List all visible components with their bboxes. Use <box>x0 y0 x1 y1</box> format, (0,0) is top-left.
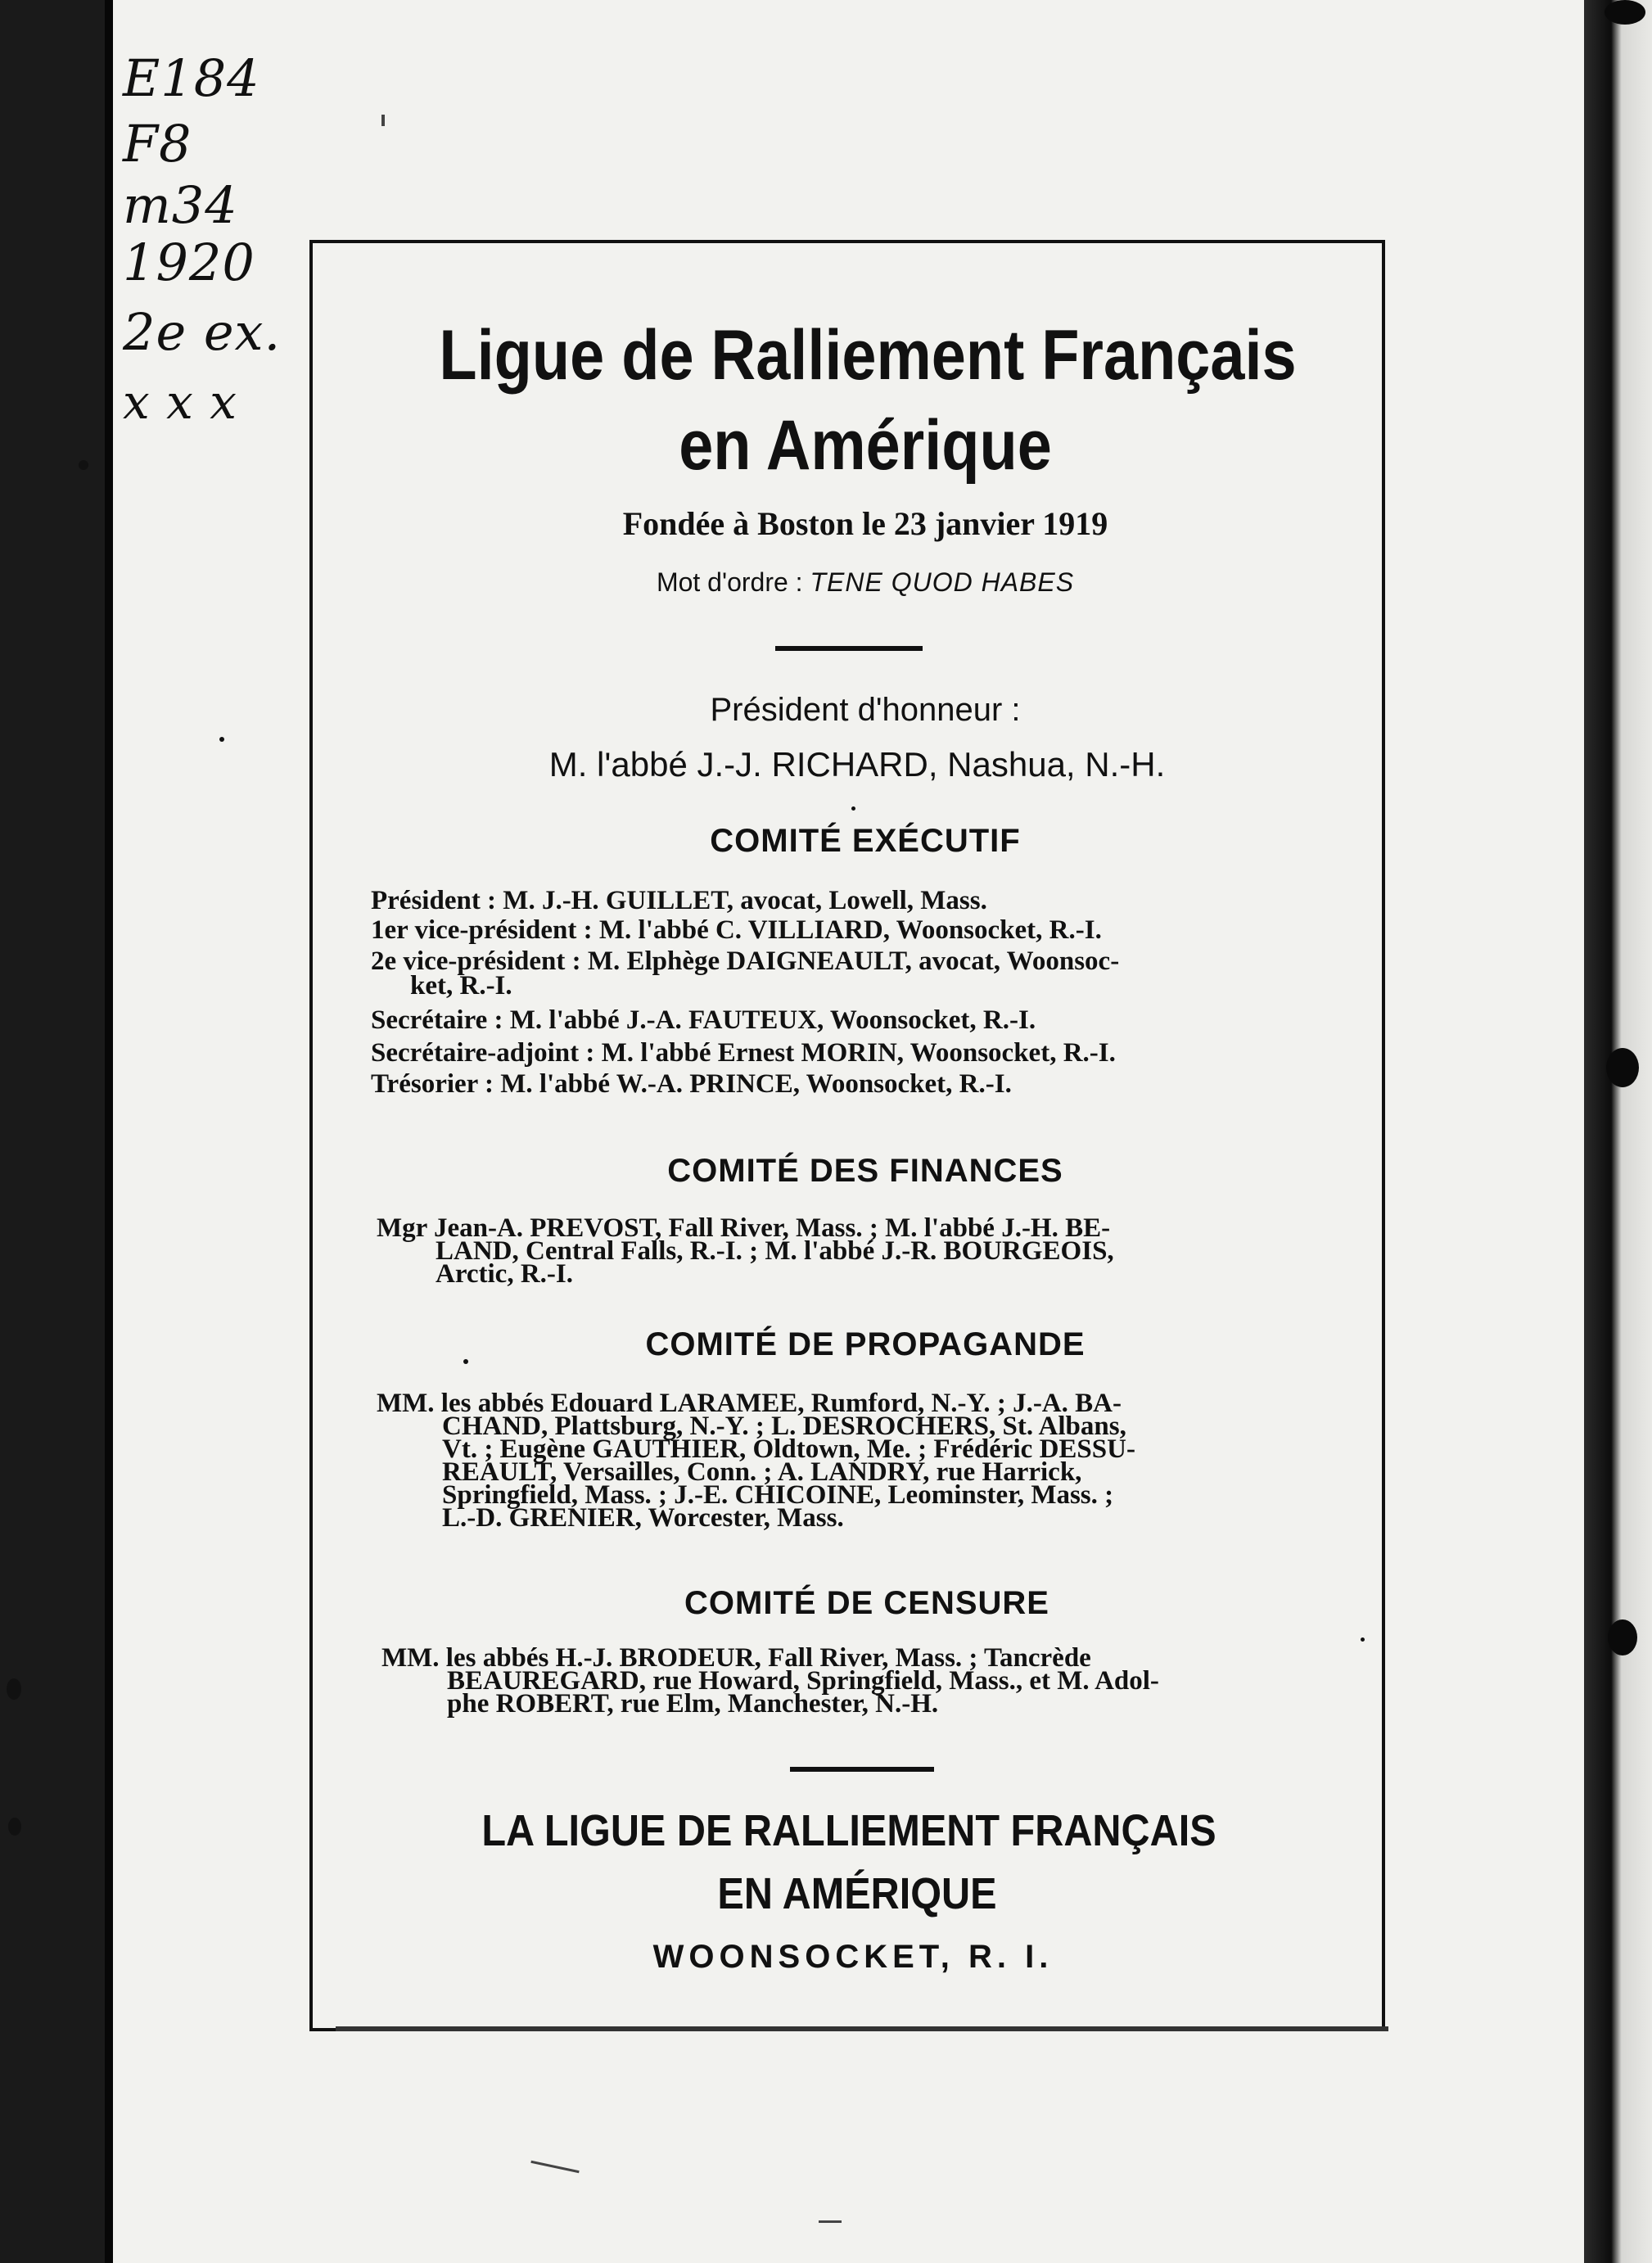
committee-line: LAND, Central Falls, R.-I. ; M. l'abbé J.-R. BOURGEOIS, <box>436 1236 1114 1266</box>
committee-line: Président : M. J.-H. GUILLET, avocat, Lowell, Mass. <box>371 886 987 915</box>
footer-organization-line-2: EN AMÉRIQUE <box>717 1869 997 1918</box>
motto-text: TENE QUOD HABES <box>810 567 1075 597</box>
scan-speck <box>7 1678 21 1700</box>
committee-line: Secrétaire : M. l'abbé J.-A. FAUTEUX, Woonsocket, R.-I. <box>371 1005 1036 1035</box>
scan-scratch <box>381 115 385 126</box>
committee-line: ket, R.-I. <box>410 971 512 1001</box>
scan-left-edge <box>105 0 113 2263</box>
honorary-president-name: M. l'abbé J.-J. RICHARD, Nashua, N.-H. <box>548 745 1166 784</box>
founding-date: Fondée à Boston le 23 janvier 1919 <box>622 505 1108 542</box>
committee-line: MM. les abbés H.-J. BRODEUR, Fall River, Mass. ; Tancrède <box>381 1643 1091 1673</box>
handwritten-note-line: x x x <box>123 374 238 430</box>
scan-speck <box>851 806 855 811</box>
handwritten-note-line: F8 <box>123 114 192 174</box>
committee-line: Trésorier : M. l'abbé W.-A. PRINCE, Woonsocket, R.-I. <box>371 1069 1012 1099</box>
scan-binding-hole <box>1605 0 1645 25</box>
censorship-committee-heading: COMITÉ DE CENSURE <box>684 1585 1049 1621</box>
handwritten-note-line: 1920 <box>123 233 255 292</box>
title-line-1: Ligue de Ralliement Français <box>439 316 1297 395</box>
scan-binding-hole <box>1606 1048 1639 1087</box>
committee-line: 1er vice-président : M. l'abbé C. VILLIARD, Woonsocket, R.-I. <box>371 915 1102 945</box>
title-line-2: en Amérique <box>679 406 1052 485</box>
motto-label: Mot d'ordre : <box>656 567 803 597</box>
scan-right-edge <box>1584 0 1652 2263</box>
committee-line: 2e vice-président : M. Elphège DAIGNEAULT, avocat, Woonsoc- <box>371 946 1120 976</box>
committee-line: Arctic, R.-I. <box>436 1259 573 1289</box>
committee-line: BEAUREGARD, rue Howard, Springfield, Mass., et M. Adol- <box>447 1666 1159 1696</box>
committee-line: L.-D. GRENIER, Worcester, Mass. <box>442 1503 844 1533</box>
committee-line: MM. les abbés Edouard LARAMEE, Rumford, N.-Y. ; J.-A. BA- <box>377 1389 1122 1418</box>
finance-committee-heading: COMITÉ DES FINANCES <box>667 1153 1063 1189</box>
scan-speck <box>463 1359 468 1364</box>
scan-speck <box>1361 1637 1365 1642</box>
handwritten-note-line: E184 <box>123 48 260 108</box>
motto-line <box>327 567 1403 598</box>
committee-line: Springfield, Mass. ; J.-E. CHICOINE, Leominster, Mass. ; <box>442 1480 1114 1510</box>
committee-line: REAULT, Versailles, Conn. ; A. LANDRY, rue Harrick, <box>442 1457 1082 1487</box>
scan-speck <box>8 1818 21 1836</box>
divider-rule <box>790 1767 934 1772</box>
honorary-president-label: Président d'honneur : <box>710 692 1021 728</box>
committee-line: Mgr Jean-A. PREVOST, Fall River, Mass. ; M. l'abbé J.-H. BE- <box>377 1213 1111 1243</box>
scan-binding-hole <box>1608 1619 1637 1655</box>
committee-line: Vt. ; Eugène GAUTHIER, Oldtown, Me. ; Frédéric DESSU- <box>442 1434 1135 1464</box>
divider-rule <box>775 646 923 651</box>
executive-committee-heading: COMITÉ EXÉCUTIF <box>710 823 1021 859</box>
notice-border-shadow <box>336 2026 1388 2031</box>
committee-line: CHAND, Plattsburg, N.-Y. ; L. DESROCHERS, St. Albans, <box>442 1412 1126 1441</box>
propaganda-committee-heading: COMITÉ DE PROPAGANDE <box>645 1326 1086 1362</box>
scan-speck <box>79 460 88 470</box>
scan-speck <box>219 737 224 742</box>
footer-location: WOONSOCKET, R. I. <box>652 1939 1054 1975</box>
footer-organization-line-1: LA LIGUE DE RALLIEMENT FRANÇAIS <box>481 1806 1216 1855</box>
committee-line: Secrétaire-adjoint : M. l'abbé Ernest MORIN, Woonsocket, R.-I. <box>371 1038 1116 1068</box>
scan-scratch <box>819 2220 842 2223</box>
handwritten-note-line: 2e ex. <box>123 302 282 362</box>
committee-line: phe ROBERT, rue Elm, Manchester, N.-H. <box>447 1689 939 1719</box>
handwritten-note-line: m34 <box>123 175 238 235</box>
